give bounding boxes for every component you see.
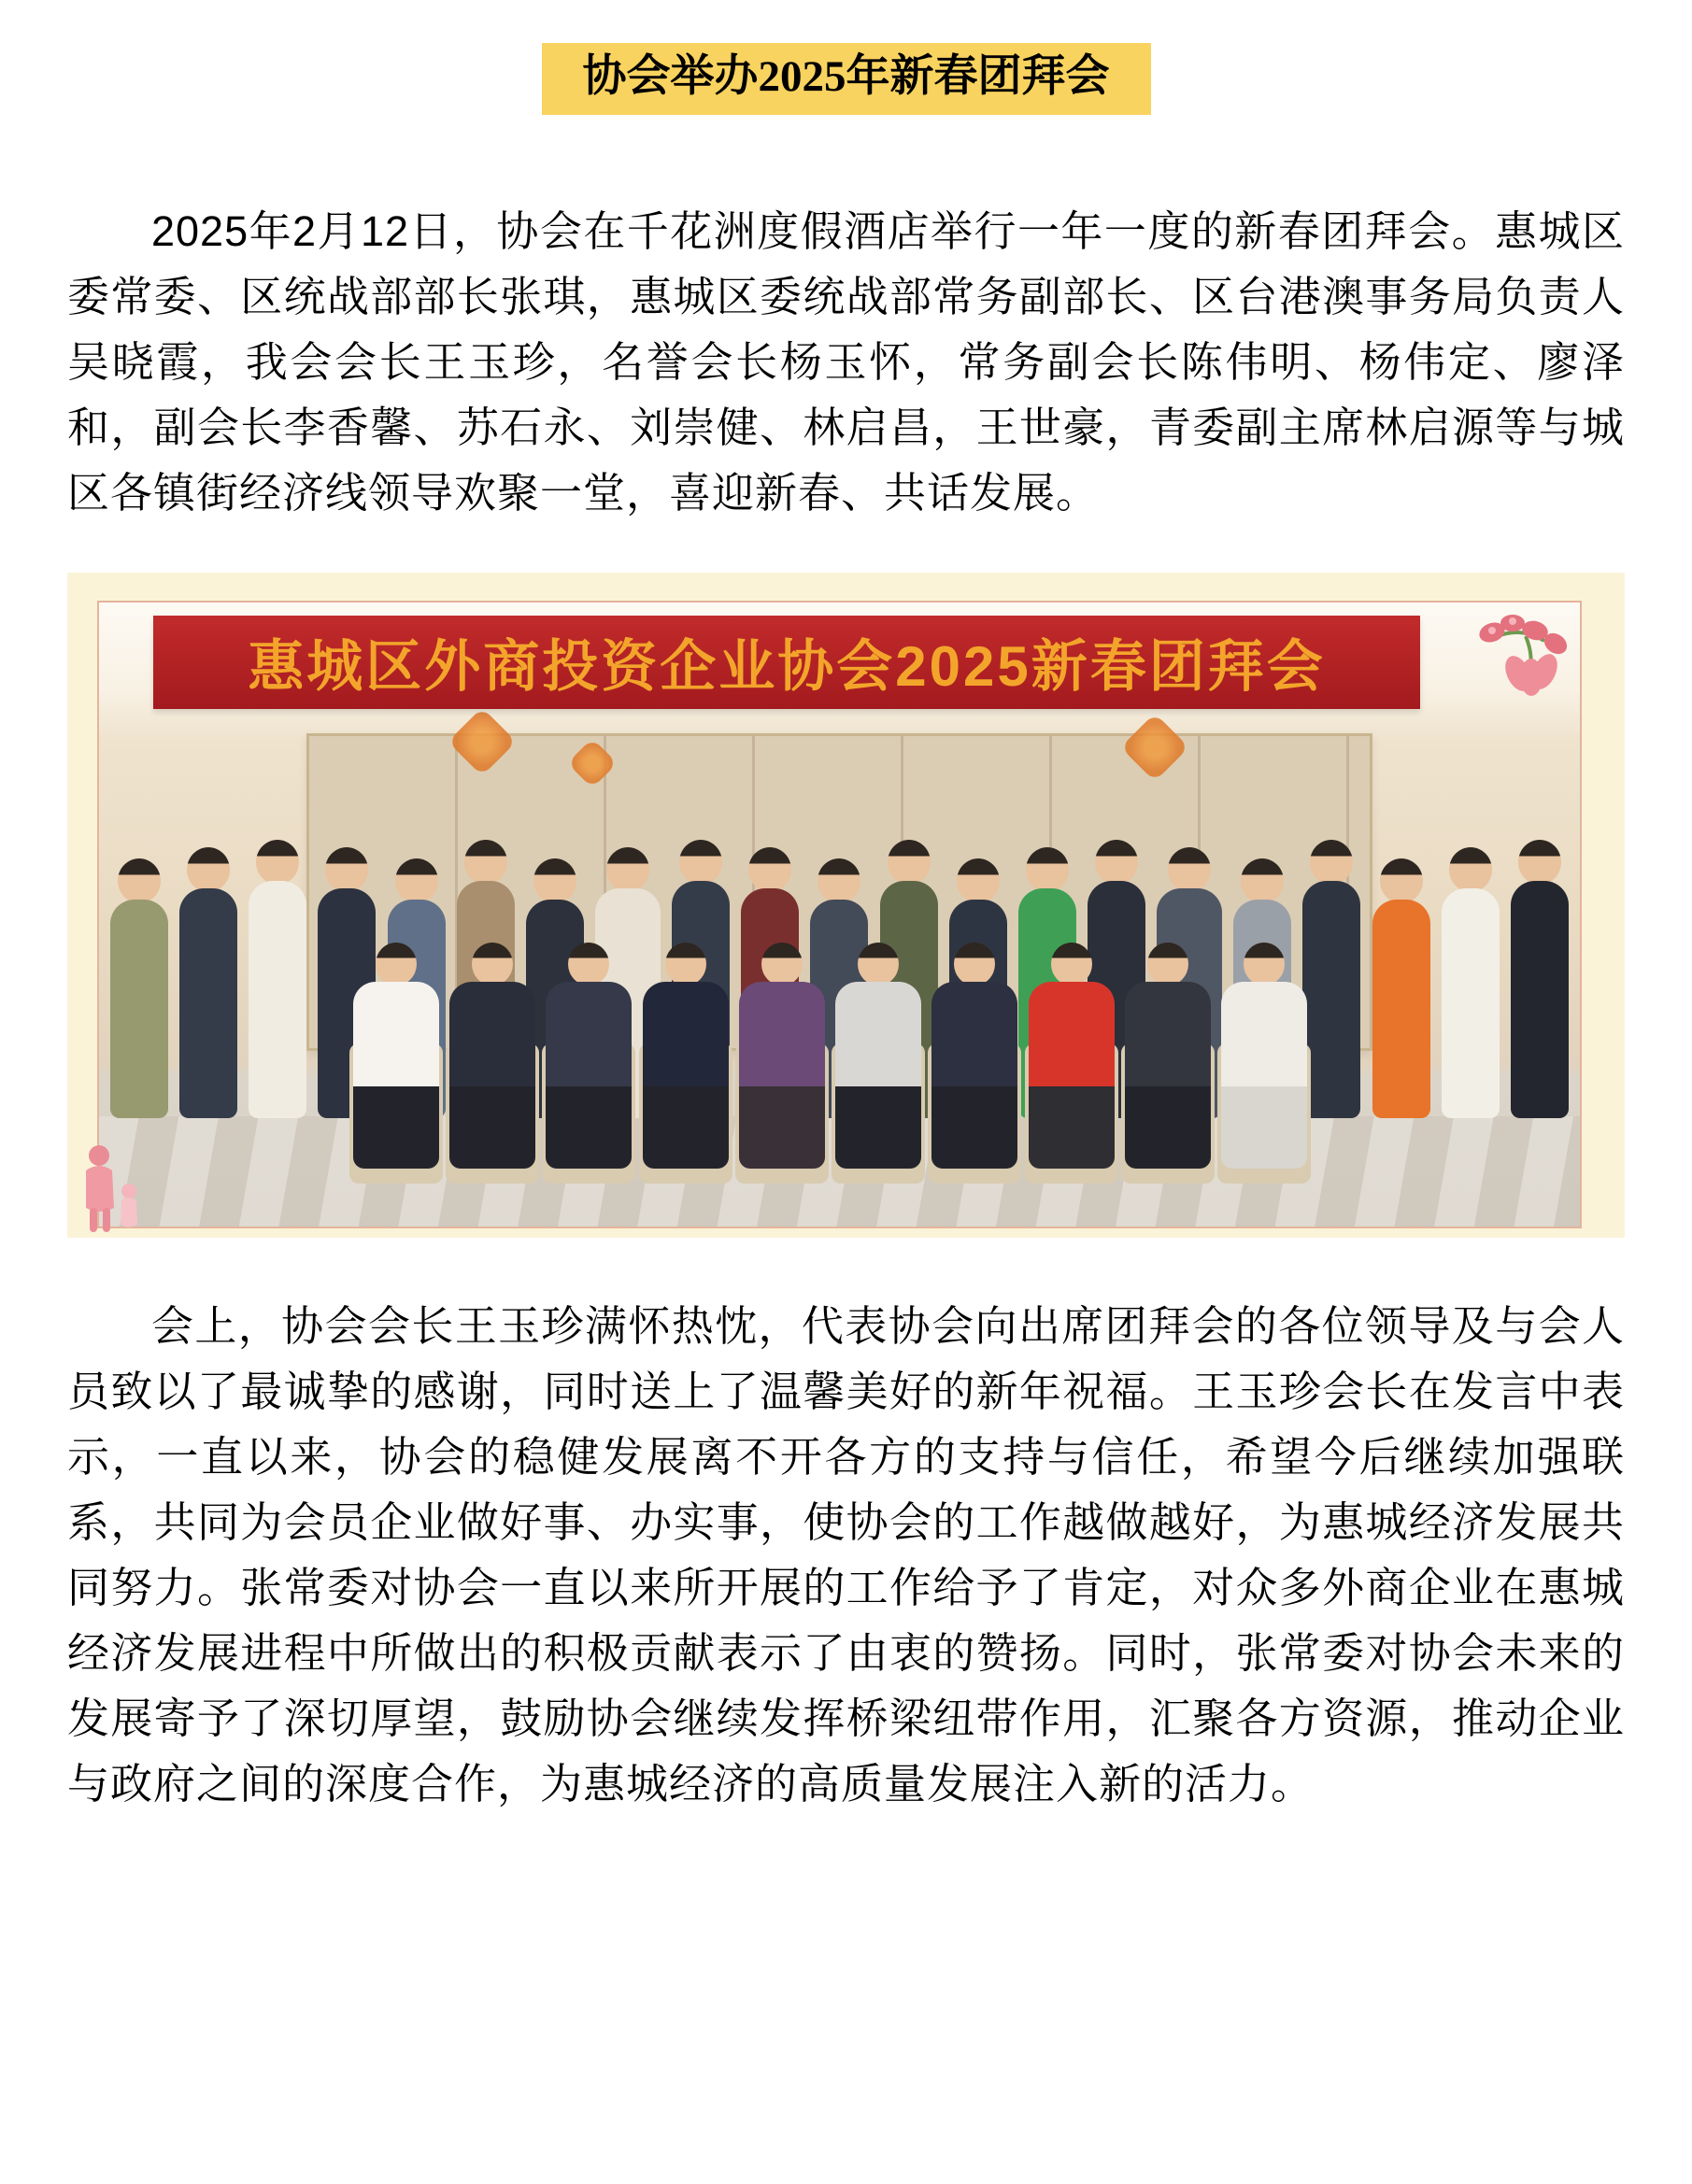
person-figure — [179, 847, 237, 1118]
title-bar — [0, 0, 1692, 115]
ornament-icon — [448, 708, 517, 777]
ornament-icon — [567, 738, 618, 788]
seated-person-figure — [833, 943, 923, 1184]
person-figure — [1442, 847, 1500, 1118]
seated-person-figure — [1123, 943, 1213, 1184]
chair — [735, 1043, 829, 1184]
chair — [542, 1043, 635, 1184]
chair — [1025, 1043, 1118, 1184]
seated-person-figure — [930, 943, 1019, 1184]
paragraph-1: 2025年2月12日，协会在千花洲度假酒店举行一年一度的新春团拜会。惠城区委常委、区统战部部长张琪，惠城区委统战部常务副部长、区台港澳事务局负责人吴晓霞，我会会长王玉珍，名誉会长杨玉怀，常务副会长陈伟明、杨伟定、廖泽和，副会长李香馨、苏石永、刘崇健、林启昌，王世豪，青委副主席林启源等与城区各镇街经济线领导欢聚一堂，喜迎新春、共话发展。 — [67, 207, 1625, 518]
ornament-icon — [1120, 714, 1189, 783]
page-title: 协会举办2025年新春团拜会 — [542, 43, 1151, 115]
chair — [832, 1043, 925, 1184]
person-figure — [1511, 840, 1569, 1118]
chair — [1121, 1043, 1215, 1184]
photo-banner-text: 惠城区外商投资企业协会2025新春团拜会 — [248, 635, 1326, 699]
seated-person-figure — [544, 943, 633, 1184]
pink-figures-decoration-icon — [75, 1139, 146, 1236]
seated-person-figure — [641, 943, 731, 1184]
seated-person-figure — [448, 943, 537, 1184]
photo-banner — [153, 616, 1420, 709]
seated-person-figure — [351, 943, 441, 1184]
chair — [446, 1043, 539, 1184]
group-photo — [97, 601, 1582, 1228]
seated-person-figure — [737, 943, 827, 1184]
person-figure — [1302, 840, 1360, 1118]
paragraph-2: 会上，协会会长王玉珍满怀热忱，代表协会向出席团拜会的各位领导及与会人员致以了最诚挚的感谢，同时送上了温馨美好的新年祝福。王玉珍会长在发言中表示，一直以来，协会的稳健发展离不开各方的支持与信任，希望今后继续加强联系，共同为会员企业做好事、办实事，使协会的工作越做越好，为惠城经济发展共同努力。张常委对协会一直以来所开展的工作给予了肯定，对众多外商企业在惠城经济发展进程中所做出的积极贡献表示了由衷的赞扬。同时，张常委对协会未来的发展寄予了深切厚望，鼓励协会继续发挥桥梁纽带作用，汇聚各方资源，推动企业与政府之间的深度合作，为惠城经济的高质量发展注入新的活力。 — [67, 1302, 1625, 1808]
chair — [639, 1043, 732, 1184]
person-figure — [249, 840, 306, 1118]
group-photo-frame — [67, 573, 1625, 1238]
people-seated-row — [351, 943, 1309, 1184]
chair — [928, 1043, 1021, 1184]
flower-decoration-icon — [1470, 608, 1572, 702]
person-figure — [1372, 858, 1430, 1118]
chair — [1217, 1043, 1311, 1184]
seated-person-figure — [1219, 943, 1309, 1184]
chair — [349, 1043, 443, 1184]
seated-person-figure — [1027, 943, 1116, 1184]
person-figure — [110, 858, 168, 1118]
